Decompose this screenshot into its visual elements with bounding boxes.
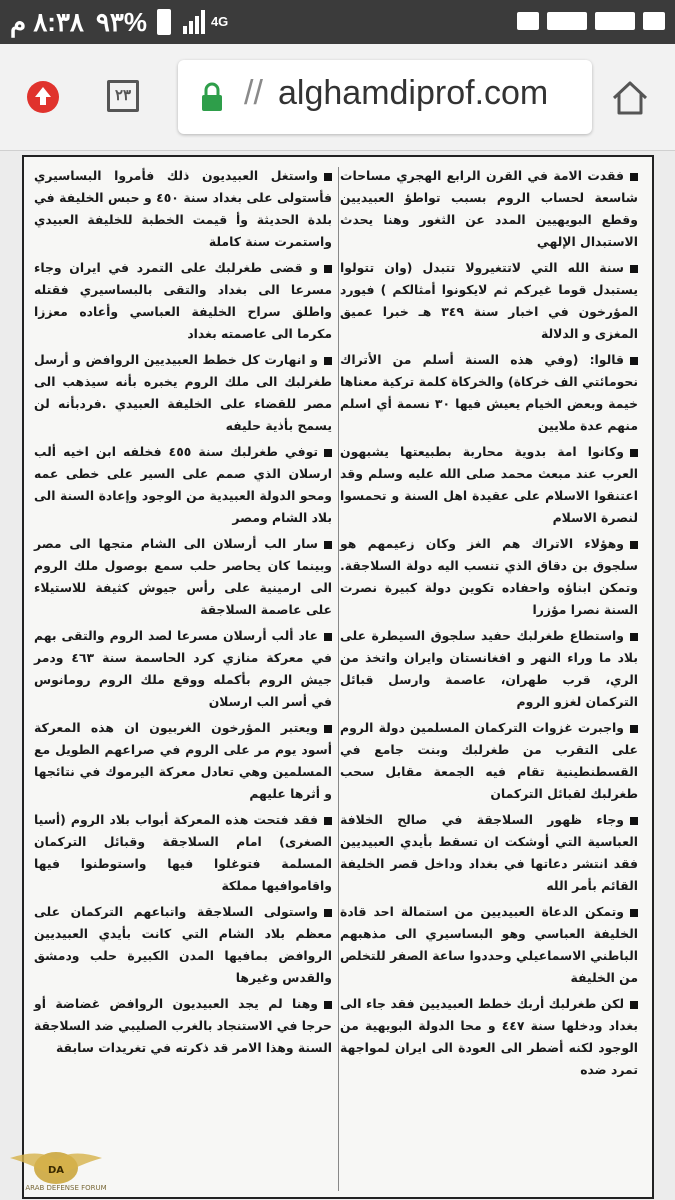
bullet-icon xyxy=(324,1001,332,1009)
list-item: سنة الله التي لاتتغيرولا تتبدل (وان تتولوا يستبدل قوما غيركم ثم لايكونوا أمثالكم ) فيورد المؤرخون في اخبار سنة ٣٤٩ هـ خبرا عميق المغزى و الدلالة xyxy=(340,260,638,341)
right-column xyxy=(340,165,638,1085)
bullet-icon xyxy=(630,817,638,825)
list-item: و قضى طغرلبك على التمرد في ايران وجاء مسرعا الى بغداد والتقى بالبساسيري فقتله واطلق سراح الخليفة العباسي وأعاده معززا مكرما الى عاصمته بغداد xyxy=(34,260,332,341)
signal-icon xyxy=(183,10,205,34)
bullet-icon xyxy=(630,909,638,917)
list-item: قالوا: (وفي هذه السنة أسلم من الأتراك نحومائتي الف خركاة) والخركاة كلمة تركية معناها خيمة وبعض الخيام يعيش فيها ٣٠ نسمة أي اسلم منهم عدة ملايين xyxy=(340,352,638,433)
list-item: وجاء ظهور السلاجقة في صالح الخلافة العباسية التي أوشكت ان تسقط بأيدي العبيديين فقد انتشر دعاتها في بغداد وداخل قصر الخليفة القائم بأمر الله xyxy=(340,812,638,893)
list-item: وتمكن الدعاة العبيديين من استمالة احد قادة الخليفة العباسي وهو البساسيري الى مذهبهم الباطني الاسماعيلي وحددوا ساعة الصفر للتخلص من الخليفة xyxy=(340,904,638,985)
network-type: 4G xyxy=(210,14,229,29)
notification-icon xyxy=(595,12,635,30)
left-column xyxy=(34,165,332,1063)
lock-icon xyxy=(200,82,224,112)
bullet-icon xyxy=(324,173,332,181)
list-item: سار الب أرسلان الى الشام متجها الى مصر وبينما كان يحاصر حلب سمع بوصول ملك الروم الى ارمينية على رأس جيوش كثيفة للاستيلاء على عاصمة السلاجقة xyxy=(34,536,332,617)
url-separator: // xyxy=(244,74,263,112)
bullet-icon xyxy=(324,265,332,273)
list-item: واجبرت غزوات التركمان المسلمين دولة الروم على التقرب من طغرلبك وبنت جامع في القسطنطينية تقام فيه الجمعة مقابل سحب طغرلبك لقبائل التركمان xyxy=(340,720,638,801)
article-frame xyxy=(22,155,654,1199)
tabs-button[interactable]: ٢٣ xyxy=(107,80,139,112)
bullet-icon xyxy=(630,541,638,549)
list-item: وهؤلاء الاتراك هم الغز وكان زعيمهم هو سلجوق بن دقاق الذي تنسب اليه دولة السلاجقة. وتمكن ابناؤه واحفاده تكوين دولة كبيرة نصرت السنة نصرا مؤزرا xyxy=(340,536,638,617)
browser-toolbar xyxy=(0,44,675,151)
bullet-icon xyxy=(324,357,332,365)
status-bar xyxy=(0,0,675,44)
bullet-icon xyxy=(630,357,638,365)
svg-text:DA: DA xyxy=(47,1165,65,1176)
list-item: وهنا لم يجد العبيديون الروافض غضاضة أو حرجا في الاستنجاد بالغرب الصليبي ضد السلاجقة السنة وهذا الامر قد ذكرته في تغريدات سابقة xyxy=(34,996,332,1055)
list-item: ويعتبر المؤرخون الغربيون ان هذه المعركة أسود يوم مر على الروم في صراعهم الطويل مع المسلمين وهي تعادل معركة اليرموك في نتائجها و أثرها عليهم xyxy=(34,720,332,801)
list-item: وكانوا امة بدوية محاربة بطبيعتها يشبهون العرب عند مبعث محمد صلى الله عليه وسلم وقد اعتنقوا الاسلام على عقيدة اهل السنة و تحمسوا لنصرة الاسلام xyxy=(340,444,638,525)
list-item: و انهارت كل خطط العبيديين الروافض و أرسل طغرلبك الى ملك الروم يخبره بأنه سيذهب الى مصر للقضاء على الخليفة العبيدي .فردبأنه لن يسمح بأذية حليفه xyxy=(34,352,332,433)
home-icon[interactable] xyxy=(610,78,650,118)
bullet-icon xyxy=(324,633,332,641)
battery-icon xyxy=(157,9,171,35)
watermark-text: ARAB DEFENSE FORUM xyxy=(25,1184,107,1192)
opera-logo-icon[interactable] xyxy=(26,80,60,114)
bullet-icon xyxy=(324,541,332,549)
list-item: توفي طغرلبك سنة ٤٥٥ فخلفه ابن اخيه ألب ارسلان الذي صمم على السير على خطى عمه ومحو الدولة العبيدية من الوجود وإعادة السنة الى بلاد الشام ومصر xyxy=(34,444,332,525)
bullet-icon xyxy=(324,725,332,733)
notification-icon xyxy=(643,12,665,30)
url-bar[interactable] xyxy=(178,60,592,134)
list-item: فقدت الامة في القرن الرابع الهجري مساحات شاسعة لحساب الروم بسبب تواطؤ العبيديين وقطع البويهيين المدد عن الثغور وهنا يحدث الاستبدال الإلهي xyxy=(340,168,638,249)
bullet-icon xyxy=(630,449,638,457)
list-item: واستغل العبيديون ذلك فأمروا البساسيري فأستولى على بغداد سنة ٤٥٠ و حبس الخليفة في بلدة الحديثة وأ قيمت الخطبة للخليفة العبيدي واستمرت سنة كاملة xyxy=(34,168,332,249)
bullet-icon xyxy=(630,633,638,641)
list-item: لكن طغرلبك أربك خطط العبيديين فقد جاء الى بغداد ودخلها سنة ٤٤٧ و محا الدولة البويهية من الوجود لكنه أضطر الى العودة الى ايران لمواجهة تمرد ضده xyxy=(340,996,638,1077)
column-divider xyxy=(338,167,339,1191)
notification-icon xyxy=(547,12,587,30)
bullet-icon xyxy=(630,173,638,181)
list-item: واستولى السلاجقة واتباعهم التركمان على معظم بلاد الشام التي كانت بأيدي العبيديين الروافض بمافيها المدن الكبيرة حلب ودمشق والقدس وغيرها xyxy=(34,904,332,985)
list-item: فقد فتحت هذه المعركة أبواب بلاد الروم (أسيا الصغرى) امام السلاجقة وقبائل التركمان المسلمة فتوغلوا فيها واستوطنوا فيها واقاموافيها مملكة xyxy=(34,812,332,893)
bullet-icon xyxy=(324,909,332,917)
url-text[interactable]: alghamdiprof.com xyxy=(278,74,549,112)
article-image xyxy=(0,151,675,1200)
bullet-icon xyxy=(324,449,332,457)
list-item: عاد ألب أرسلان مسرعا لصد الروم والتقى بهم في معركة منازي كرد الحاسمة سنة ٤٦٣ ودمر جيش الروم بأكمله ووقع ملك الروم رومانوس في أسر الب ارسلان xyxy=(34,628,332,709)
battery-percent: %٩٣ xyxy=(95,6,147,37)
bullet-icon xyxy=(324,817,332,825)
clock: ٨:٣٨ م xyxy=(10,6,84,37)
bullet-icon xyxy=(630,1001,638,1009)
bullet-icon xyxy=(630,725,638,733)
notification-icon xyxy=(517,12,539,30)
list-item: واستطاع طغرلبك حفيد سلجوق السيطرة على بلاد ما وراء النهر و افغانستان وايران واتخذ من الري، قرب طهران، عاصمة وارسل قبائل التركمان لغزو الروم xyxy=(340,628,638,709)
bullet-icon xyxy=(630,265,638,273)
